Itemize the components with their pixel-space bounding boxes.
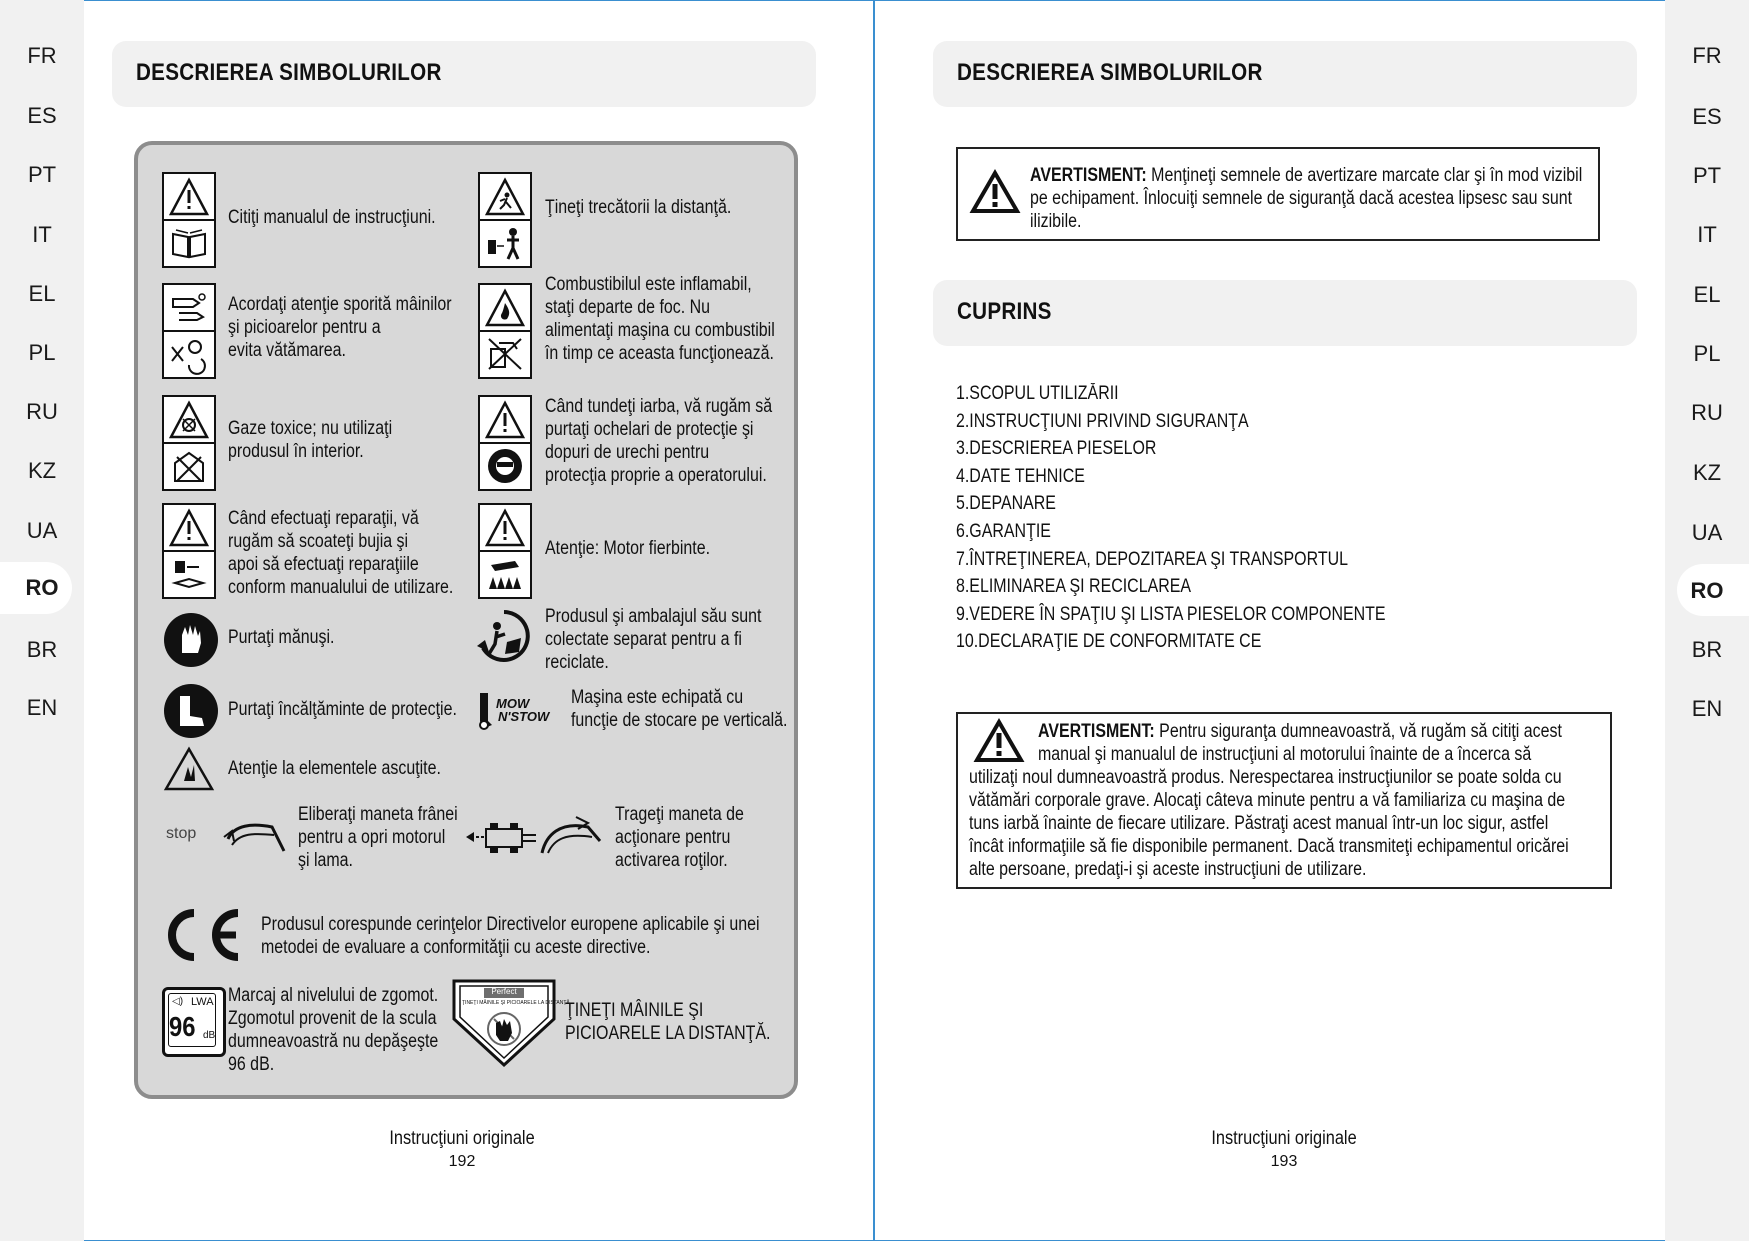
footer-label: Instrucţiuni originale [389,1128,535,1149]
toxic-gas-icon [162,395,216,491]
section-title: DESCRIEREA SIMBOLURILOR [957,59,1263,86]
mow-n-stow-logo: MOW N'STOW [476,691,556,731]
toc-item[interactable]: 7.ÎNTREŢINEREA, DEPOZITAREA ŞI TRANSPORTUL [956,548,1348,570]
symbol-text-fuel: Combustibilul este inflamabil, staţi departe de foc. Nu alimentaţi maşina cu combustibil în timp ce aceasta funcţionează. [545,274,775,364]
lang-tab-ro[interactable]: RO [1690,578,1724,603]
page-divider [873,0,875,1241]
symbol-text-boots: Purtaţi încălţăminte de protecţie. [228,699,457,720]
toc-item[interactable]: 10.DECLARAŢIE DE CONFORMITATE CE [956,631,1262,653]
toc-item[interactable]: 9.VEDERE ÎN SPAŢIU ŞI LISTA PIESELOR COMPONENTE [956,603,1386,625]
warning-triangle-icon [970,170,1020,214]
warning-box-signs [956,147,1600,241]
toc-item[interactable]: 1.SCOPUL UTILIZĂRII [956,383,1119,404]
symbol-text-brake: Eliberaţi maneta frânei pentru a opri motorul şi lama. [298,804,458,871]
page-footer-right [1134,1127,1434,1173]
hands-feet-icon [162,283,216,379]
lang-tab-el[interactable]: EL [1693,282,1721,307]
symbol-text-toxic-gas: Gaze toxice; nu utilizaţi produsul în interior. [228,418,393,462]
read-manual-icon [162,172,216,268]
bystanders-icon [478,172,532,268]
language-sidebar-right [1665,0,1749,1241]
language-sidebar-left [0,0,84,1241]
page-footer-left [312,1127,612,1173]
brake-lever-icon [222,817,288,855]
noise-level-icon: ◁) LWA 96 dB [162,987,226,1057]
page-number: 193 [1270,1153,1298,1170]
symbol-text-sharp: Atenţie la elementele ascuţite. [228,758,441,779]
toc-item[interactable]: 5.DEPANARE [956,493,1056,515]
keep-hands-away-badge: Perfect ŢINEŢI MÂINILE ŞI PICIOARELE LA DISTANŢĂ [450,977,558,1069]
warning-box-read-manual [956,712,1612,889]
symbol-text-hands-feet: Acordaţi atenţie sporită mâinilor şi picioarelor pentru a evita vătămarea. [228,294,452,361]
footer-label: Instrucţiuni originale [1211,1128,1357,1149]
symbol-text-gloves: Purtaţi mănuşi. [228,627,335,648]
warning-text-body: utilizaţi noul dumneavoastră produs. Nerespectarea instrucţiunilor se poate solda cu vătămări corporale grave. Alocaţi câteva minute pentru a vă familiariza cu maşina de tuns iarbă înainte de fiecare utilizare. Păstraţi acest manual într-un loc sigur, astfel încât informaţiile să fie disponibile permanent. Dacă transmiteţi echipamentul oricărei alte persoane, predaţi-i şi aceste instrucţiuni de utilizare. [969,767,1569,880]
lang-tab-pl[interactable]: PL [28,340,56,365]
toc-item[interactable]: 8.ELIMINAREA ŞI RECICLAREA [956,576,1192,598]
lang-tab-kz[interactable]: KZ [27,458,57,483]
toc-item[interactable]: 6.GARANŢIE [956,520,1051,542]
lang-tab-ro[interactable]: RO [25,575,59,600]
symbol-text-hot-engine: Atenţie: Motor fierbinte. [545,538,711,559]
lang-tab-it[interactable]: IT [32,222,52,247]
lang-tab-ru[interactable]: RU [26,399,58,424]
lang-tab-es[interactable]: ES [1692,104,1722,129]
lang-tab-el[interactable]: EL [28,281,56,306]
warning-triangle-icon [974,719,1024,763]
lang-tab-br[interactable]: BR [1691,637,1723,662]
hot-engine-icon [478,503,532,599]
symbol-text-bystanders: Ţineţi trecătorii la distanţă. [545,197,732,218]
symbol-text-mow-n-stow: Maşina este echipată cu funcţie de stocare pe verticală. [571,687,788,731]
lang-tab-en[interactable]: EN [26,695,58,720]
lang-tab-ua[interactable]: UA [26,518,58,543]
symbol-text-eye-ear-protection: Când tundeţi iarba, vă rugăm să purtaţi ochelari de protecţie şi dopuri de urechi pentru protecţia proprie a operatorului. [545,396,773,486]
warning-text-line-1: AVERTISMENT: Pentru siguranţa dumneavoastră, vă rugăm să citiţi acest [1038,721,1562,742]
section-title: DESCRIEREA SIMBOLURILOR [136,59,442,86]
table-of-contents [956,380,1467,656]
page-number: 192 [448,1153,476,1170]
toc-item[interactable]: 2.INSTRUCŢIUNI PRIVIND SIGURANŢA [956,410,1249,432]
gloves-icon [164,613,218,667]
symbol-text-ce: Produsul corespunde cerinţelor Directivelor europene aplicabile şi unei metodei de evaluare a conformităţii cu aceste directive. [261,914,760,958]
contents-title: CUPRINS [957,298,1052,325]
symbol-text-read-manual: Citiţi manualul de instrucţiuni. [228,207,436,228]
lang-tab-fr[interactable]: FR [27,43,57,68]
symbol-text-noise: Marcaj al nivelului de zgomot. Zgomotul provenit de la scula dumneavoastră nu depăşeşte 96 dB. [228,985,439,1075]
speaker-icon: ◁) [172,996,184,1007]
lang-tab-ru[interactable]: RU [1691,400,1723,425]
lang-tab-it[interactable]: IT [1697,222,1717,247]
lang-tab-ua[interactable]: UA [1691,520,1723,545]
lang-tab-kz[interactable]: KZ [1692,460,1722,485]
lang-tab-es[interactable]: ES [27,103,57,128]
lang-tab-pt[interactable]: PT [1692,163,1722,188]
section-header [933,41,1637,107]
warning-text-line-2: manual şi manualul de instrucţiuni al motorului înainte de a încerca să [1038,744,1532,765]
symbol-text-spark-plug: Când efectuaţi reparaţii, vă rugăm să scoateţi bujia şi apoi să efectuaţi reparaţiile conform manualului de utilizare. [228,508,454,598]
recycle-icon [475,606,533,668]
lang-tab-fr[interactable]: FR [1692,43,1722,68]
contents-header [933,280,1637,346]
protective-boots-icon [164,684,218,738]
sharp-elements-icon [164,747,214,791]
spark-plug-repair-icon [162,503,216,599]
lang-tab-pt[interactable]: PT [27,162,57,187]
lang-tab-br[interactable]: BR [26,637,58,662]
ce-mark-icon [158,905,242,965]
stop-label: stop [166,825,197,842]
toc-item[interactable]: 4.DATE TEHNICE [956,465,1085,487]
warning-text: AVERTISMENT: Menţineţi semnele de avertizare marcate clar şi în mod vizibil pe echipament. Înlocuiţi semnele de siguranţă dacă acestea lipsesc sau sunt ilizibile. [1030,165,1583,232]
lang-tab-en[interactable]: EN [1691,696,1723,721]
toc-item[interactable]: 3.DESCRIEREA PIESELOR [956,438,1157,460]
section-header [112,41,816,107]
symbol-text-keep-hands-away: ŢINEŢI MÂINILE ŞI PICIOARELE LA DISTANŢĂ. [565,1000,771,1044]
symbol-text-recycle: Produsul şi ambalajul său sunt colectate separat pentru a fi reciclate. [545,606,762,673]
eye-ear-protection-icon [478,395,532,491]
drive-lever-icon [464,813,604,859]
symbols-panel [134,141,798,1099]
lang-tab-pl[interactable]: PL [1693,341,1721,366]
fuel-flammable-icon [478,283,532,379]
symbol-text-drive: Trageţi maneta de acţionare pentru activarea roţilor. [615,804,744,871]
